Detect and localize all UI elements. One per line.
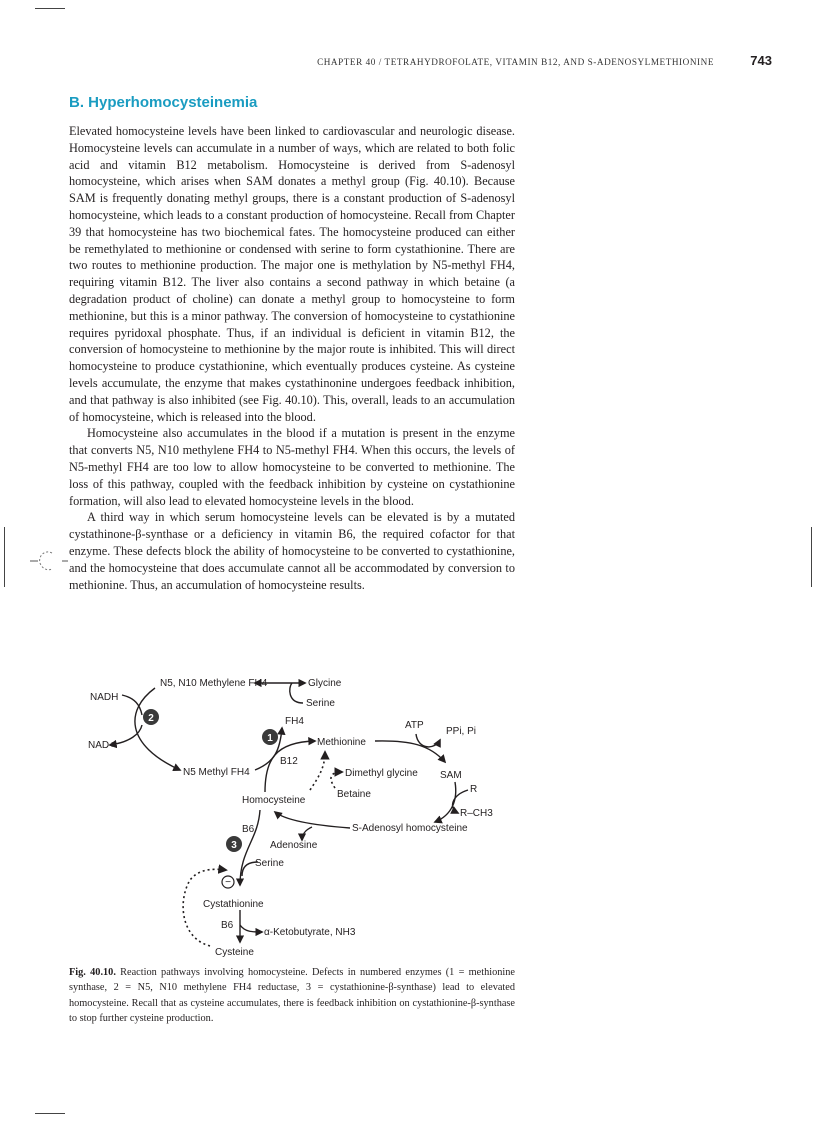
label-adenosine: Adenosine <box>270 840 318 851</box>
caption-text: Reaction pathways involving homocysteine. Defects in numbered enzymes (1 = methionine synthase, 2 = N5, N10 methylene FH4 reductase, 3 = cystathionine-β-synthase) lead to elevated homocysteine. Recall that as cysteine accumulates, there is feedback inhibition on cystathionine-β-synthase to stop further cysteine production. <box>69 967 515 1025</box>
label-glycine: Glycine <box>308 678 342 689</box>
crop-mark <box>35 8 65 9</box>
crop-mark <box>4 527 5 587</box>
caption-label: Fig. 40.10. <box>69 967 116 978</box>
label-betaine: Betaine <box>337 789 371 800</box>
label-serine-lower: Serine <box>255 858 284 869</box>
label-sam: SAM <box>440 770 462 781</box>
label-nadh: NADH <box>90 692 119 703</box>
running-header: CHAPTER 40 / TETRAHYDROFOLATE, VITAMIN B12, AND S-ADENOSYLMETHIONINE <box>317 57 714 67</box>
label-b6-lower: B6 <box>221 920 234 931</box>
label-homocysteine: Homocysteine <box>242 795 306 806</box>
label-methyl-fh4: N5 Methyl FH4 <box>183 767 250 778</box>
enzyme-2-number: 2 <box>148 713 154 724</box>
label-dimethyl-glycine: Dimethyl glycine <box>345 768 418 779</box>
section-heading: B. Hyperhomocysteinemia <box>69 94 258 111</box>
label-cysteine: Cysteine <box>215 947 254 958</box>
paragraph-2: Homocysteine also accumulates in the blood if a mutation is present in the enzyme that converts N5, N10 methylene FH4 to N5-methyl FH4. When this occurs, the levels of N5-methyl FH4 are too low to allow homocysteine to be converted to methionine. The loss of this pathway, coupled with the feedback inhibition by cysteine on cystathionine formation, will also lead to elevated homocysteine levels in the blood. <box>69 426 515 508</box>
crop-mark <box>811 527 812 587</box>
label-r-ch3: R–CH3 <box>460 808 493 819</box>
label-methionine: Methionine <box>317 737 366 748</box>
figure-40-10 <box>80 670 510 960</box>
label-methylene-fh4: N5, N10 Methylene FH4 <box>160 678 268 689</box>
label-b6-upper: B6 <box>242 824 255 835</box>
label-b12: B12 <box>280 756 298 767</box>
label-r: R <box>470 784 478 795</box>
label-ppi-pi: PPi, Pi <box>446 726 477 737</box>
label-ketobutyrate: α-Ketobutyrate, NH3 <box>264 927 356 938</box>
page-number: 743 <box>750 53 772 68</box>
label-atp: ATP <box>405 720 424 731</box>
inhibition-sign: − <box>225 877 231 888</box>
label-cystathionine: Cystathionine <box>203 899 264 910</box>
label-s-adenosyl-homocysteine: S-Adenosyl homocysteine <box>352 823 468 834</box>
label-fh4: FH4 <box>285 716 304 727</box>
enzyme-1-number: 1 <box>267 733 273 744</box>
figure-caption <box>69 965 515 1027</box>
margin-icon <box>28 549 68 575</box>
label-nadplus: NAD+ <box>88 740 115 751</box>
enzyme-3-number: 3 <box>231 840 237 851</box>
paragraph-1: Elevated homocysteine levels have been linked to cardiovascular and neurologic disease. Homocysteine levels can accumulate in a number of ways, which are related to both folic acid and vitamin B12 metabolism. Homocysteine is derived from S-adenosyl homocysteine, which arises when SAM donates a methyl group (Fig. 40.10). Because SAM is frequently donating methyl groups, there is a constant production of S-adenosyl homocysteine, which leads to a constant production of homocysteine. Recall from Chapter 39 that homocysteine has two biochemical fates. The homocysteine produced can either be remethylated to methionine or condensed with serine to form cystathionine. There are two routes to methionine production. The major one is methylation by N5-methyl FH4, requiring vitamin B12. The liver also contains a second pathway in which betaine (a degradation product of choline) can donate a methyl group to homocysteine to form methionine, but this is a minor pathway. The conversion of homocysteine to cystathionine requires pyridoxal phosphate. Thus, if an individual is deficient in vitamin B12, the conversion of homocysteine to methionine by the major route is inhibited. This will direct homocysteine to produce cystathionine, which eventually produces cysteine. As cysteine levels accumulate, the enzyme that makes cystathinonine undergoes feedback inhibition, and that pathway is also inhibited (see Fig. 40.10). This, overall, leads to an accumulation of homocysteine, which is released into the blood. <box>69 124 515 424</box>
pathway-diagram <box>80 670 510 960</box>
crop-mark <box>35 1113 65 1114</box>
label-serine-top: Serine <box>306 698 335 709</box>
body-text <box>69 123 515 593</box>
paragraph-3: A third way in which serum homocysteine levels can be elevated is by a mutated cystathinone-β-synthase or a deficiency in vitamin B6, the required cofactor for that enzyme. These defects block the ability of homocysteine to be converted to cystathionine, and the homocysteine that does accumulate cannot all be accommodated by conversion to methionine. Thus, an accumulation of homocysteine results. <box>69 510 515 592</box>
